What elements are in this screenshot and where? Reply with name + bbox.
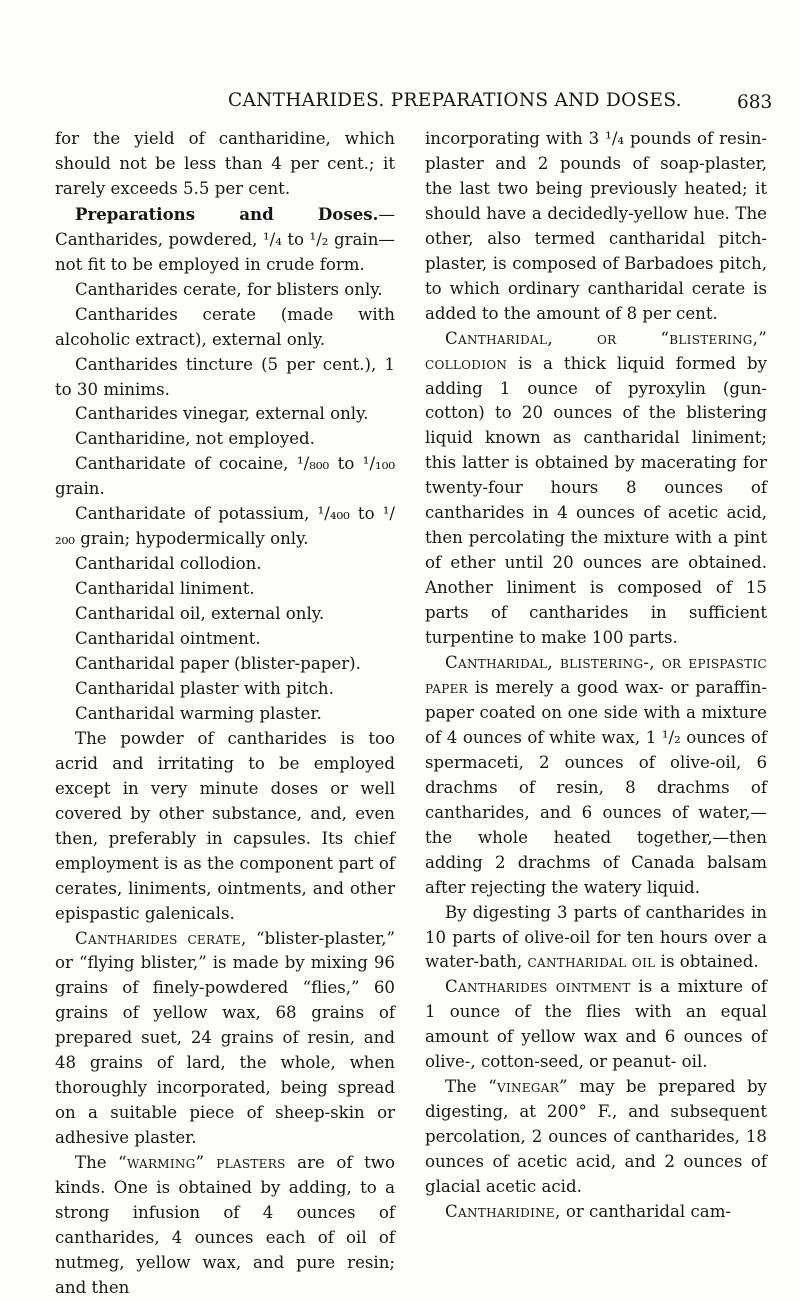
list-item: Cantharides tincture (5 per cent.), 1 to 30 minims. (55, 354, 395, 399)
vinegar-prefix: The (445, 1077, 489, 1097)
oil-prefix: By digesting 3 parts of cantharides in 10 parts of olive-oil for ten hours over a water-bath, (425, 902, 767, 972)
right-column (425, 127, 767, 1225)
cantharidine-text: or cantharidal cam- (560, 1201, 732, 1221)
list-item: Cantharidate of potassium, ¹/₄₀₀ to ¹/₂₀₀ grain; hypodermically only. (55, 504, 395, 549)
list-item: Cantharidal warming plaster. (75, 703, 322, 723)
oil-suffix: is obtained. (655, 952, 759, 972)
term-collodion: Cantharidal, or “blistering,” collodion (425, 328, 767, 373)
warming-text: are of two kinds. One is obtained by adding, to a strong infusion of 4 ounces of cantharides, 4 ounces each of oil of nutmeg, yellow wax, and pure resin; and then (55, 1153, 395, 1297)
paragraph-yield: for the yield of cantharidine, which should not be less than 4 per cent.; it rarely exceeds 5.5 per cent. (55, 129, 395, 198)
paragraph-cerate (55, 927, 395, 1152)
paragraph-continuation: incorporating with 3 ¹/₄ pounds of resin-plaster and 2 pounds of soap-plaster, the last two being previously heated; it should have a decidedly-yellow hue. The other, also termed cantharidal pitch-plaster, is composed of Barbadoes pitch, to which ordinary cantharidal cerate is added to the amount of 8 per cent. (425, 129, 767, 323)
paragraph-paper (425, 651, 767, 901)
paragraph-preparations (55, 202, 395, 278)
paragraph-vinegar (425, 1075, 767, 1200)
list-item: Cantharidate of cocaine, ¹/₈₀₀ to ¹/₁₀₀ grain. (55, 454, 395, 499)
term-cerate: Cantharides cerate, (75, 928, 247, 948)
paragraph-collodion (425, 327, 767, 651)
term-paper: Cantharidal, blistering-, or epispastic paper (425, 653, 767, 697)
list-item: Cantharides vinegar, external only. (75, 404, 369, 424)
paragraph-ointment (425, 975, 767, 1075)
term-oil: cantharidal oil (527, 952, 656, 972)
left-column (55, 127, 395, 1301)
term-vinegar: “vinegar” (488, 1077, 568, 1097)
paragraph-powder: The powder of cantharides is too acrid and irritating to be employed except in very minute doses or well covered by other substance, and, even then, preferably in capsules. Its chief employment is as the component part of cerates, liniments, ointments, and other epispastic galenicals. (55, 728, 395, 923)
paragraph-oil (425, 901, 767, 976)
list-item: Cantharides cerate, for blisters only. (75, 279, 383, 299)
list-item: Cantharidal paper (blister-paper). (75, 654, 361, 674)
paper-text: is merely a good wax- or paraffin- paper coated on one side with a mixture of 4 ounces of white wax, 1 ¹/₂ ounces of spermaceti, 2 ounces of olive-oil, 6 drachms of resin, 8 drachms of cantharides, and 6 ounces of water,— the whole heated together,—then adding 2 drachms of Canada balsam after rejecting the watery liquid. (425, 677, 767, 897)
warming-prefix: The (75, 1153, 119, 1173)
term-ointment: Cantharides ointment (445, 977, 631, 997)
term-cantharidine: Cantharidine, (445, 1201, 561, 1221)
section-heading: Preparations and Doses. (75, 203, 379, 224)
list-item: Cantharidal ointment. (75, 629, 261, 649)
term-warming: “warming” plasters (118, 1153, 286, 1173)
cerate-text: “blister-plaster,” or “flying blister,” is made by mixing 96 grains of finely-powdered “flies,” 60 grains of yellow wax, 68 grains of prepared suet, 24 grains of resin, and 48 grains of lard, the whole, when thoroughly incorporated, being spread on a suitable piece of sheep-skin or adhesive plaster. (55, 928, 396, 1148)
list-item: Cantharidal oil, external only. (75, 604, 325, 624)
page-number: 683 (737, 92, 773, 113)
paragraph-warming (55, 1151, 395, 1301)
preparations-text: —Cantharides, powdered, ¹/₄ to ¹/₂ grain—not fit to be employed in crude form. (55, 204, 395, 274)
collodion-text: is a thick liquid formed by adding 1 ounce of pyroxylin (gun-cotton) to 20 ounces of the blistering liquid known as cantharidal liniment; this latter is obtained by macerating for twenty-four hours 8 ounces of cantharides in 4 ounces of acetic acid, then percolating the mixture with a pint of ether until 20 ounces are obtained. Another liniment is composed of 15 parts of cantharides in sufficient turpentine to make 100 parts. (425, 353, 767, 648)
list-item: Cantharides cerate (made with alcoholic extract), external only. (55, 304, 395, 349)
running-head: CANTHARIDES. PREPARATIONS AND DOSES. (228, 90, 682, 111)
page-header (0, 86, 800, 126)
list-item: Cantharidal plaster with pitch. (75, 678, 334, 698)
list-item: Cantharidal liniment. (75, 579, 255, 599)
vinegar-text: may be prepared by digesting, at 200° F., and subsequent percolation, 2 ounces of cantharides, 18 ounces of acetic acid, and 2 ounces of glacial acetic acid. (425, 1077, 767, 1197)
paragraph-cantharidine (425, 1200, 767, 1225)
list-item: Cantharidine, not employed. (75, 429, 315, 449)
list-item: Cantharidal collodion. (75, 554, 262, 574)
ointment-text: is a mixture of 1 ounce of the flies with an equal amount of yellow wax and 6 ounces of olive-, cotton-seed, or peanut- oil. (425, 977, 767, 1072)
